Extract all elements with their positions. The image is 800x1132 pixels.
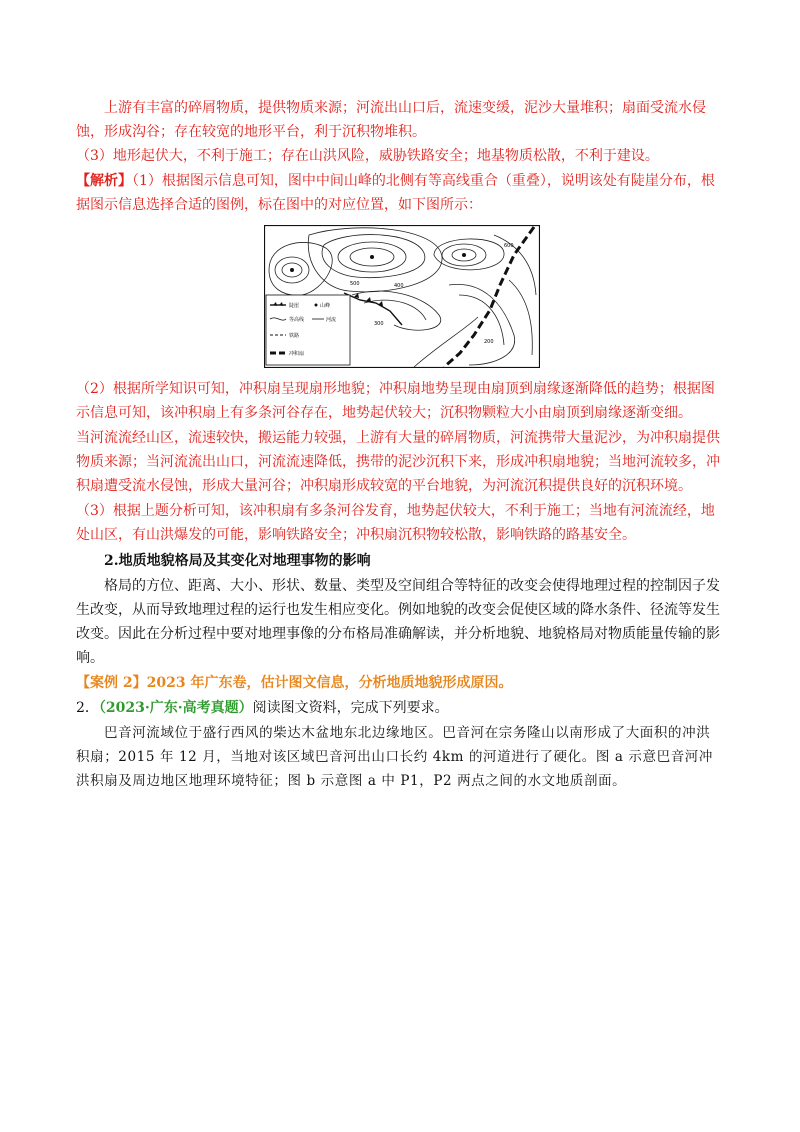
case-label: 【案例 2】2023 年广东卷，估计图文信息，分析地质地貌形成原因。 xyxy=(76,675,513,691)
question-line xyxy=(76,696,722,720)
legend-railway: 铁路 xyxy=(289,333,300,339)
analysis-tag: 【解析】 xyxy=(76,173,132,189)
contour-map-figure xyxy=(264,225,540,368)
map-legend xyxy=(266,295,350,365)
section-heading: 2.地质地貌格局及其变化对地理事物的影响 xyxy=(104,553,371,569)
question-prompt: 阅读图文资料，完成下列要求。 xyxy=(252,700,449,716)
analysis-paragraph-2: （2）根据所学知识可知，冲积扇呈现扇形地貌；冲积扇地势呈现由扇顶到扇缘逐渐降低的趋势；根据图示信息可知，该冲积扇上有多条河谷存在，地势起伏较大；沉积物颗粒大小由扇顶到扇缘逐渐变细。 xyxy=(76,381,715,421)
analysis-paragraph-3: 当河流流经山区，流速较快，搬运能力较强，上游有大量的碎屑物质，河流携带大量泥沙，为冲积扇提供物质来源；当河流流出山口，河流流速降低，携带的泥沙沉积下来，形成冲积扇地貌；当地河流较多，冲积扇遭受流水侵蚀，形成大量河谷；冲积扇形成较宽的平台地貌，为河流沉积提供良好的沉积环境。 xyxy=(76,430,720,494)
contour-label-500: 500 xyxy=(350,281,360,287)
contour-label-600: 600 xyxy=(504,243,514,249)
legend-contour: 等高线 xyxy=(289,317,305,323)
answer-line-1: 上游有丰富的碎屑物质，提供物质来源；河流出山口后，流速变缓，泥沙大量堆积；扇面受流水侵蚀，形成沟谷；存在较宽的地形平台，利于沉积物堆积。 xyxy=(76,100,706,140)
question-material: 巴音河流域位于盛行西风的柴达木盆地东北边缘地区。巴音河在宗务隆山以南形成了大面积的冲洪积扇；2015 年 12 月，当地对该区域巴音河出山口长约 4km 的河道进行了硬化。图 a 示意巴音河冲洪积扇及周边地区地理环境特征；图 b 示意图 a 中 P1，P2 两点之间的水文地质剖面。 xyxy=(76,725,713,789)
contour-label-300: 300 xyxy=(374,321,384,327)
legend-cliff: 陡崖 xyxy=(289,303,300,309)
contour-label-400: 400 xyxy=(394,283,404,289)
legend-fan: 冲积扇 xyxy=(289,351,305,357)
question-source: （2023·广东·高考真题） xyxy=(98,700,253,716)
contour-label-200: 200 xyxy=(484,339,494,345)
legend-river: 河流 xyxy=(326,317,337,323)
legend-peak: 山峰 xyxy=(320,303,331,309)
analysis-paragraph-1 xyxy=(76,169,722,217)
answer-line-3: （3）地形起伏大，不利于施工；存在山洪风险，威胁铁路安全；地基物质松散，不利于建设。 xyxy=(76,148,659,164)
section-body: 格局的方位、距离、大小、形状、数量、类型及空间组合等特征的改变会使得地理过程的控制因子发生改变，从而导致地理过程的运行也发生相应变化。例如地貌的改变会促使区域的降水条件、径流等发生改变。因此在分析过程中要对地理事像的分布格局准确解读，并分析地貌、地貌格局对物质能量传输的影响。 xyxy=(76,578,720,666)
analysis-paragraph-4: （3）根据上题分析可知，该冲积扇有多条河谷发育，地势起伏较大，不利于施工；当地有河流流经，地处山区，有山洪爆发的可能，影响铁路安全；冲积扇沉积物较松散，影响铁路的路基安全。 xyxy=(76,503,715,543)
analysis-text: （1）根据图示信息可知，图中中间山峰的北侧有等高线重合（重叠），说明该处有陡崖分布，根据图示信息选择合适的图例，标在图中的对应位置，如下图所示： xyxy=(76,173,715,213)
question-number: 2． xyxy=(76,700,99,716)
